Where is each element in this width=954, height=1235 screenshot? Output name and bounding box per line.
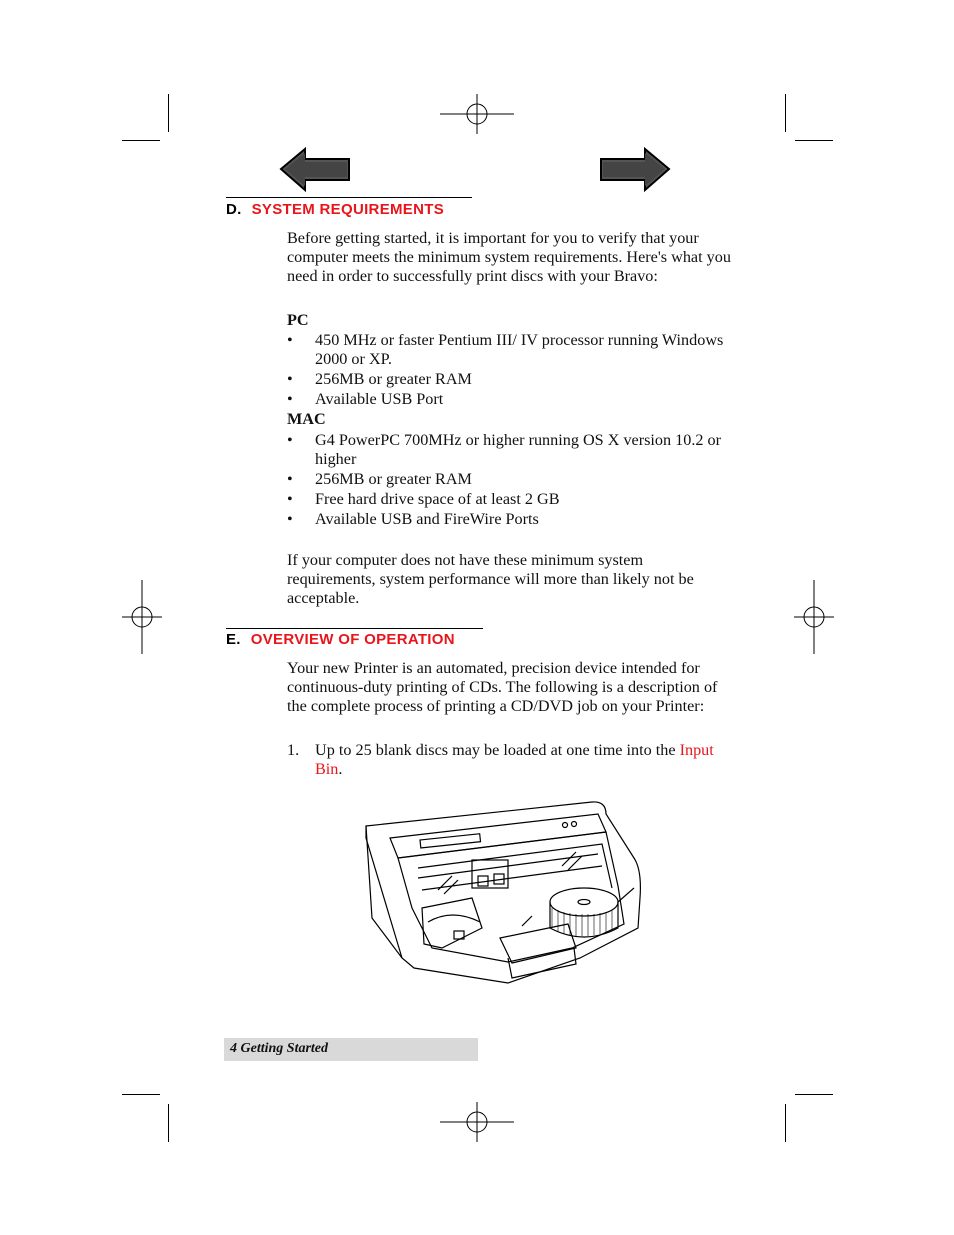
section-d-rule: [226, 197, 472, 198]
printer-illustration: [362, 798, 646, 988]
prev-page-arrow-icon[interactable]: [279, 147, 351, 192]
bullet-icon: •: [287, 331, 293, 349]
list-item: • 256MB or greater RAM: [287, 470, 472, 488]
section-e-heading: [226, 631, 455, 648]
section-e-title: OVERVIEW OF OPERATION: [250, 631, 455, 648]
list-item: • Available USB and FireWire Ports: [287, 510, 539, 528]
step-end: .: [338, 759, 343, 778]
pc-heading: PC: [287, 311, 309, 329]
section-d-title: SYSTEM REQUIREMENTS: [251, 201, 444, 218]
page-number-label: 4 Getting Started: [230, 1041, 329, 1056]
list-item: • Available USB Port: [287, 390, 444, 408]
bullet-icon: •: [287, 370, 293, 388]
section-d-letter: D.: [226, 201, 242, 218]
section-e-letter: E.: [226, 631, 241, 648]
step-text: Up to 25 blank discs may be loaded at one time into the: [315, 741, 680, 759]
bullet-icon: •: [287, 470, 293, 488]
input-bin-link[interactable]: Input Bin: [315, 741, 714, 778]
bullet-icon: •: [287, 490, 293, 508]
section-e-rule: [226, 628, 483, 629]
section-e-intro: Your new Printer is an automated, precision device intended for continuous-duty printing of CDs. The following is a description of the complete process of printing a CD/DVD job on your Printer:: [287, 659, 718, 715]
section-d-heading: [226, 201, 444, 218]
step-number: 1.: [287, 741, 300, 759]
bullet-icon: •: [287, 431, 293, 449]
page-footer: [224, 1038, 478, 1061]
list-item: • Free hard drive space of at least 2 GB: [287, 490, 560, 508]
step-item: [287, 741, 737, 779]
mac-heading: MAC: [287, 410, 326, 428]
list-item: • 450 MHz or faster Pentium III/ IV processor running Windows 2000 or XP.: [287, 331, 724, 368]
next-page-arrow-icon[interactable]: [599, 147, 671, 192]
bullet-icon: •: [287, 510, 293, 528]
bullet-icon: •: [287, 390, 293, 408]
section-d-intro: Before getting started, it is important for you to verify that your computer meets the minimum system requirements. Here's what you need in order to successfully print discs with your Bravo:: [287, 229, 731, 285]
list-item: • 256MB or greater RAM: [287, 370, 472, 388]
list-item: • G4 PowerPC 700MHz or higher running OS X version 10.2 or higher: [287, 431, 722, 468]
section-d-closing: If your computer does not have these minimum system requirements, system performance will more than likely not be acceptable.: [287, 551, 694, 607]
